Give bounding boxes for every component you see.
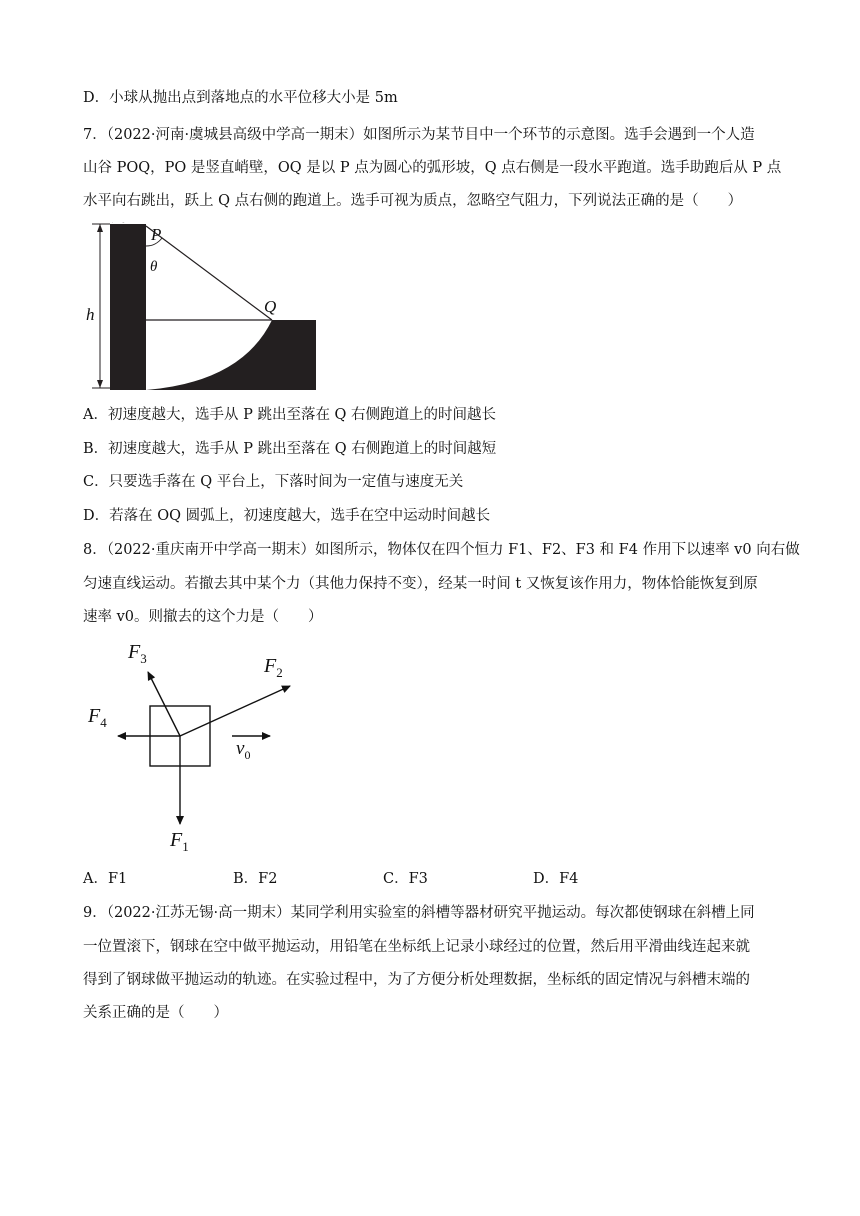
label-p: P: [151, 225, 162, 244]
q9-stem-line-2: 一位置滚下，钢球在空中做平抛运动，用铅笔在坐标纸上记录小球经过的位置，然后用平滑曲线连起来就: [83, 939, 750, 955]
cliff-wall: [110, 224, 146, 390]
q7-option-d: D．若落在 OQ 圆弧上，初速度越大，选手在空中运动时间越长: [83, 508, 491, 524]
q7-stem-line-2: 山谷 POQ，PO 是竖直峭壁，OQ 是以 P 点为圆心的弧形坡，Q 点右侧是一段水平跑道。选手助跑后从 P 点: [83, 160, 782, 176]
valley-ground: [146, 320, 316, 390]
q7-stem-line-3: 水平向右跳出，跃上 Q 点右侧的跑道上。选手可视为质点，忽略空气阻力，下列说法正确的是（ ）: [83, 193, 743, 209]
q7-stem-line-1: 7．（2022·河南·虞城县高级中学高一期末）如图所示为某节目中一个环节的示意图。选手会遇到一个人造: [83, 127, 755, 143]
label-q: Q: [264, 297, 277, 316]
q7-option-c: C．只要选手落在 Q 平台上，下落时间为一定值与速度无关: [83, 474, 464, 490]
q7-figure-valley: [82, 222, 322, 394]
label-o: O: [150, 371, 163, 390]
label-theta: θ: [150, 259, 158, 275]
q8-stem-line-2: 匀速直线运动。若撤去其中某个力（其他力保持不变），经某一时间 t 又恢复该作用力，物体恰能恢复到原: [83, 576, 758, 592]
q8-option-c: C．F3: [383, 871, 428, 887]
svg-text:v0: $v_0$: [236, 738, 251, 762]
svg-text:F3: $F_3$: [128, 641, 147, 666]
q8-figure-forces: [82, 636, 312, 856]
q8-option-b: B．F2: [233, 871, 278, 887]
q8-stem-line-1: 8．（2022·重庆南开中学高一期末）如图所示，物体仅在四个恒力 F1、F2、F3 和 F4 作用下以速率 v0 向右做: [83, 542, 800, 558]
label-f1: F: [170, 829, 183, 851]
svg-text:F1: $F_1$: [170, 829, 189, 854]
label-h: h: [86, 305, 95, 324]
q6-option-d: D．小球从抛出点到落地点的水平位移大小是 5m: [83, 90, 398, 106]
label-v0: v: [236, 738, 245, 759]
q9-stem-line-4: 关系正确的是（ ）: [83, 1005, 228, 1021]
q7-option-a: A．初速度越大，选手从 P 跳出至落在 Q 右侧跑道上的时间越长: [83, 407, 497, 423]
q7-option-b: B．初速度越大，选手从 P 跳出至落在 Q 右侧跑道上的时间越短: [83, 441, 497, 457]
label-f4: F: [88, 705, 101, 727]
line-pq: [146, 226, 272, 320]
svg-text:F2: $F_2$: [264, 655, 283, 680]
arrow-f2: [180, 686, 290, 736]
label-f2: F: [264, 655, 277, 677]
q8-option-a: A．F1: [83, 871, 128, 887]
label-f3: F: [128, 641, 141, 663]
arrow-f3: [148, 672, 180, 736]
q8-option-d: D．F4: [533, 871, 579, 887]
q9-stem-line-1: 9．（2022·江苏无锡·高一期末）某同学利用实验室的斜槽等器材研究平抛运动。每次都使钢球在斜槽上同: [83, 905, 755, 921]
q8-stem-line-3: 速率 v0。则撤去的这个力是（ ）: [83, 609, 323, 625]
q9-stem-line-3: 得到了钢球做平抛运动的轨迹。在实验过程中，为了方便分析处理数据，坐标纸的固定情况与斜槽末端的: [83, 972, 750, 988]
svg-text:F4: $F_4$: [88, 705, 107, 730]
